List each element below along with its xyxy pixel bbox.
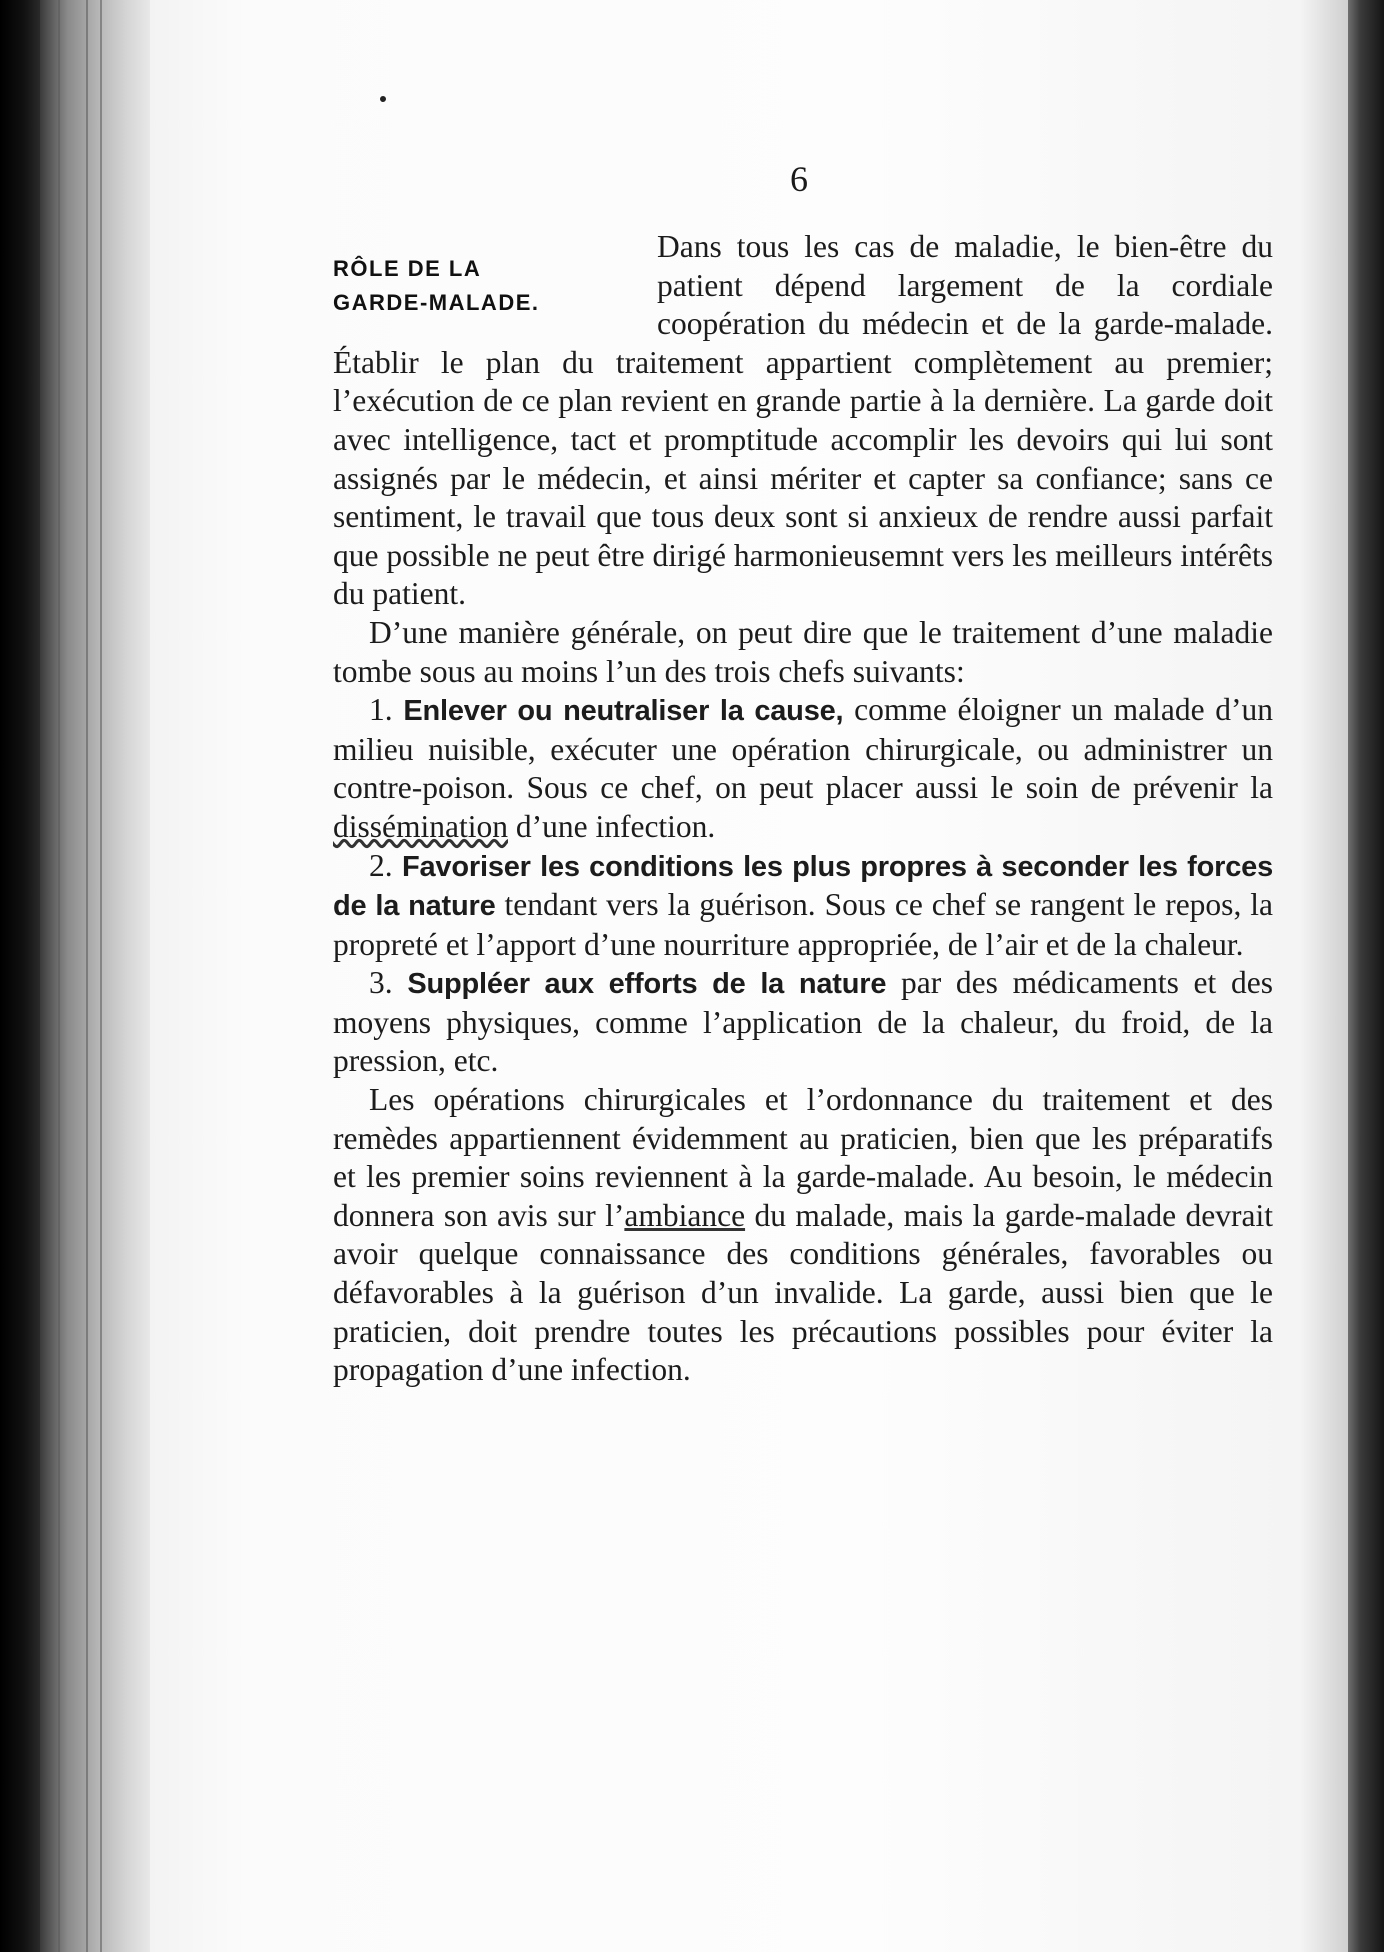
item-text: d’une infection.: [508, 808, 716, 844]
underlined-word: ambiance: [624, 1197, 746, 1233]
item-text: tendant vers la guérison. Sous ce chef se rangent le repos, la propreté et l’apport d’une nourriture appropriée, de l’air et de la chaleur.: [333, 887, 1274, 962]
side-heading: [333, 252, 633, 328]
list-item: [333, 964, 1273, 1081]
list-item: [333, 847, 1273, 965]
body-text: [333, 228, 1273, 1390]
item-heading: Favoriser les conditions les plus propres à seconder les forces de la nature: [333, 850, 1273, 923]
right-binding-edge: [1348, 0, 1384, 1952]
gutter-fold-line: [86, 0, 88, 1952]
paragraph-closing: [333, 1081, 1273, 1390]
list-item: [333, 691, 1273, 846]
item-heading: Suppléer aux efforts de la nature: [407, 968, 887, 1001]
page-number: 6: [790, 159, 808, 199]
item-number: 3.: [369, 965, 393, 1001]
side-heading-line: RÔLE DE LA: [333, 256, 482, 281]
paragraph-text: Les opérations chirurgicales et l’ordonnance du traitement et des remèdes appartiennent évidemment au praticien, bien que les préparatifs et les premier soins reviennent à la garde-malade. Au besoin, le médecin donnera son avis sur l’: [333, 1082, 1273, 1233]
gutter-fold-line: [100, 0, 102, 1952]
paragraph-role: Dans tous les cas de maladie, le bien-être du patient dépend largement de la cordiale coopération du médecin et de la garde-malade. Établir le plan du traitement appartient complètement au premier; l’exécution de ce plan revient en grande partie à la dernière. La garde doit avec intelligence, tact et promptitude accomplir les devoirs qui lui sont assignés par le médecin, et ainsi mériter et capter sa confiance; sans ce sentiment, le travail que tous deux sont si anxieux de rendre aussi parfait que possible ne peut être dirigé harmonieusemnt vers les meilleurs intérêts du patient.: [333, 229, 1273, 612]
item-number: 2.: [369, 847, 393, 883]
page-gutter: [40, 0, 150, 1952]
left-binding-edge: [0, 0, 40, 1952]
ink-speck: [380, 96, 386, 102]
item-text: par des médicaments et des moyens physiques, comme l’application de la chaleur, du froid, de la pression, etc.: [333, 965, 1274, 1079]
paragraph-text: du malade, mais la garde-malade devrait avoir quelque connaissance des conditions générales, favorables ou défavorables à la guérison d’un invalide. La garde, aussi bien que le praticien, doit prendre toutes les précautions possibles pour éviter la propagation d’une infection.: [333, 1197, 1273, 1388]
gutter-fold-line: [58, 0, 60, 1952]
item-text: comme éloigner un malade d’un milieu nuisible, exécuter une opération chirurgicale, ou administrer un contre-poison. Sous ce chef, on peut placer aussi le soin de prévenir la: [333, 692, 1274, 806]
item-number: 1.: [369, 692, 393, 728]
underlined-word: dissémination: [333, 808, 508, 844]
paragraph-intro: D’une manière générale, on peut dire que le traitement d’une maladie tombe sous au moins l’un des trois chefs suivants:: [333, 614, 1273, 689]
item-heading: Enlever ou neutraliser la cause,: [403, 695, 844, 728]
side-heading-line: GARDE-MALADE.: [333, 290, 540, 315]
